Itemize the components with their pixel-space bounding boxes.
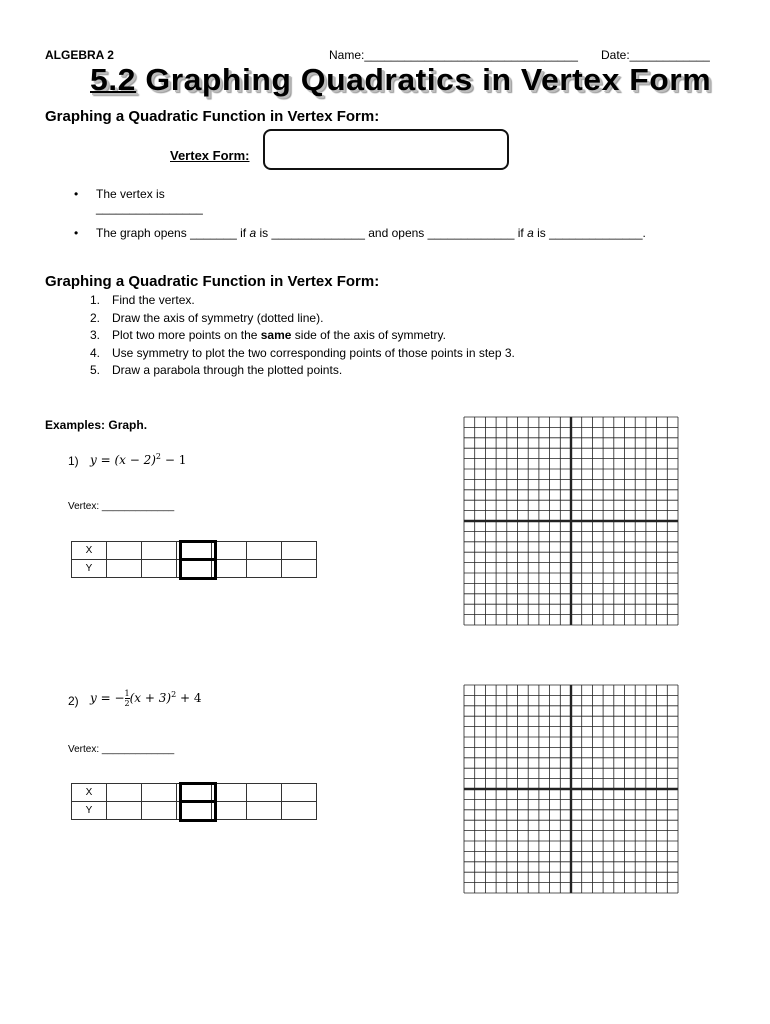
bullet-opens [74,226,734,240]
step-number: 3. [90,328,101,342]
steps-list [90,292,515,380]
lesson-title: Graphing Quadratics in Vertex Form [145,62,712,97]
table-cell[interactable] [282,542,317,560]
bullet-opens-part-a: The graph opens _______ if [96,226,250,240]
step-item [90,327,515,345]
step-item [90,310,515,328]
vertex-cell-highlight [179,800,217,822]
bullet-vertex-text: The vertex is ________________ [96,187,203,215]
example1-number: 1) [68,454,79,468]
bullet-dot-icon: • [74,187,79,201]
step-number: 1. [90,293,101,307]
vertex-cell-highlight [179,558,217,580]
table-cell[interactable] [107,560,142,578]
example1-coordinate-grid[interactable] [462,415,682,629]
eq2-part-c: + 4 [176,691,202,705]
bullet-opens-part-c: is ______________. [533,226,646,240]
bullet-vertex [74,187,203,215]
step-item [90,292,515,310]
example2-coordinate-grid[interactable] [462,683,682,897]
step-item [90,362,515,380]
bullet-opens-part-b: is ______________ and opens _____________ if [256,226,528,240]
table-cell[interactable] [282,560,317,578]
date-field-label: Date:____________ [601,48,710,62]
step-text: Plot two more points on the [112,328,261,342]
eq2-exponent: 2 [171,690,177,699]
name-field-label: Name:________________________________ [329,48,578,62]
eq2-frac-numerator: 1 [124,689,130,698]
eq2-part-a: y = − [90,691,125,705]
eq2-frac-denominator: 2 [124,699,130,708]
example2-equation [90,689,202,708]
step-text: side of the axis of symmetry. [291,328,446,342]
step-number: 4. [90,345,101,360]
table-cell[interactable] [142,542,177,560]
example2-number: 2) [68,694,79,708]
eq1-part-a: y = (x − 2) [90,453,156,467]
eq1-exponent: 2 [155,452,162,461]
table-cell[interactable] [247,802,282,820]
table-cell[interactable] [142,560,177,578]
step-text: Draw a parabola through the plotted points. [112,363,343,377]
row-header-x: X [72,542,107,560]
section1-heading: Graphing a Quadratic Function in Vertex Form: [45,108,380,125]
table-cell[interactable] [107,802,142,820]
table-cell[interactable] [107,542,142,560]
step-emphasis: same [260,328,292,342]
step-number: 5. [90,363,101,377]
table-cell[interactable] [142,802,177,820]
table-cell[interactable] [247,560,282,578]
vertex-form-label: Vertex Form: [170,148,250,163]
table-cell[interactable] [142,784,177,802]
example1-equation [90,452,186,467]
section2-heading: Graphing a Quadratic Function in Vertex Form: [45,273,380,290]
table-cell[interactable] [247,542,282,560]
step-text: Use symmetry to plot the two corresponding points of those points in step 3. [112,345,515,360]
step-text: Draw the axis of symmetry (dotted line). [112,310,324,325]
step-text: Find the vertex. [112,293,195,307]
eq1-part-b: − 1 [161,453,187,467]
page-title [90,62,711,98]
examples-heading: Examples: Graph. [45,418,148,432]
bullet-opens-text [96,226,646,240]
table-cell[interactable] [282,802,317,820]
row-header-y: Y [72,560,107,578]
bullet-dot-icon: • [74,226,79,240]
var-a-1: a [249,226,257,240]
lesson-number: 5.2 [90,62,136,97]
example2-vertex-label: Vertex: _____________ [68,744,175,755]
table-cell[interactable] [107,784,142,802]
course-label: ALGEBRA 2 [45,48,114,62]
row-header-x: X [72,784,107,802]
example1-vertex-label: Vertex: _____________ [68,501,175,512]
eq2-part-b: (x + 3) [129,691,172,705]
step-item [90,345,515,363]
step-number: 2. [90,310,101,325]
table-cell[interactable] [282,784,317,802]
table-cell[interactable] [247,784,282,802]
vertex-form-answer-box[interactable] [263,129,509,170]
row-header-y: Y [72,802,107,820]
var-a-2: a [527,226,534,240]
